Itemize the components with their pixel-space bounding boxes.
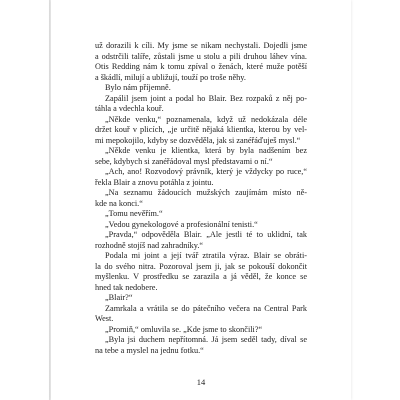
text-line: řekla Blair a znovu potáhla z jointu.: [95, 177, 214, 187]
text-line: West.: [95, 314, 114, 323]
text-line: na tebe a myslel na jednu fotku.“: [95, 345, 204, 355]
text-line: Podala mi joint a její tvář ztratila výraz. Blair se obráti-: [105, 251, 307, 260]
text-line: Otis Redding nám k tomu zpíval o ženách, které muže potěší: [95, 62, 307, 71]
text-line: sebe, kdybych si zanéřádoval mysl představami o ní.“: [95, 156, 273, 166]
text-line: táhla a vdechla kouř.: [95, 104, 164, 113]
text-line: „Blair?“: [105, 293, 133, 302]
text-line: rozhodně stojíš nad zahradníky.“: [95, 240, 204, 250]
text-line: už dorazili k cíli. My jsme se nikam nechystali. Dojedli jsme: [95, 41, 307, 50]
text-line: la do svého nitra. Pozoroval jsem ji, jak se pokouší dokončit: [95, 261, 307, 271]
text-line: Bylo nám příjemně.: [105, 83, 171, 92]
text-line: a škádlí, milují a ubližují, touží po troše něhy.: [95, 72, 246, 82]
text-line: hned tak nedobere.: [95, 282, 158, 292]
text-line: „Někde venku,“ poznamenala, když už nedokázala déle: [105, 114, 307, 124]
text-line: „Na seznamu žádoucích mužských zaujímám místo ně-: [105, 188, 307, 197]
text-line: myšlenku. V prostředku se zarazila a já věděl, že konce se: [95, 272, 307, 281]
text-line: Zapálil jsem joint a podal ho Blair. Bez rozpaků z něj po-: [105, 93, 307, 103]
text-line: „Byla jsi duchem nepřítomná. Já jsem seděl tady, díval se: [105, 335, 307, 344]
text-line: držet kouř v plicích, „je určitě nějaká klientka, kterou by vel-: [95, 125, 307, 134]
text-line: „Někde venku je klientka, která by byla nadšením bez: [105, 146, 307, 155]
text-line: „Pravda,“ odpověděla Blair. „Ale jestli té to uklidní, tak: [105, 230, 307, 239]
text-line: „Vedou gynekologové a profesionální tenisti.“: [105, 219, 258, 229]
body-text: [95, 41, 307, 356]
book-page: [51, 0, 351, 400]
text-line: kde na konci.“: [95, 198, 143, 208]
text-line: „Promiň,“ omluvila se. „Kde jsme to skončili?“: [105, 324, 263, 334]
text-line: Zamrkala a vrátila se do pátečního večera na Central Park: [105, 303, 307, 313]
text-line: „Tomu nevěřím.“: [105, 209, 163, 218]
text-line: „Ach, ano! Rozvodový právník, který je vždycky po ruce,“: [105, 167, 307, 176]
text-line: a odstrčili talíře, zůstali jsme u stolu a pili druhou láhev vína.: [95, 51, 307, 61]
page-number: 14: [196, 377, 206, 387]
text-line: mi mepokojilo, kdyby se dozvěděla, jak si zanéřáďuješ mysl.“: [95, 135, 301, 145]
